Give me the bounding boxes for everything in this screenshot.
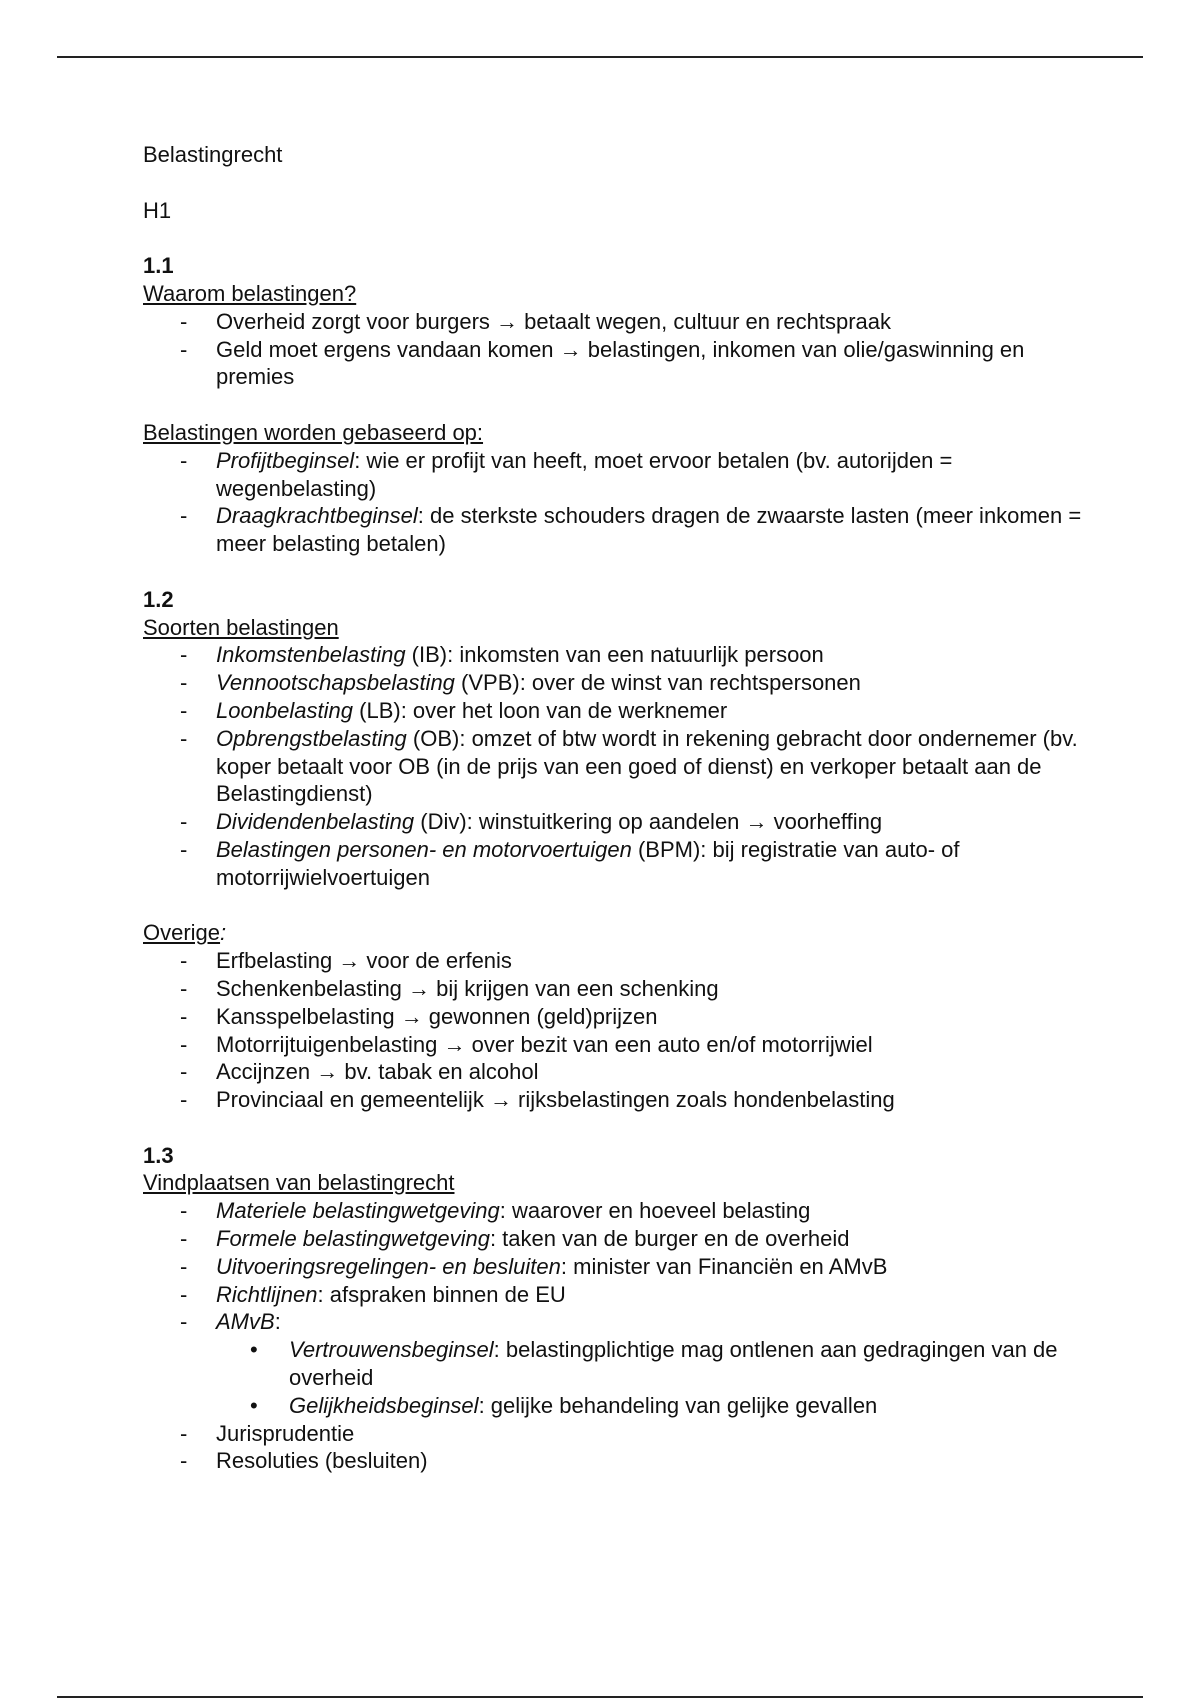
list-item-text: Kansspelbelasting (216, 1003, 401, 1029)
term: Draagkrachtbeginsel (216, 503, 418, 529)
document-title: Belastingrecht (143, 142, 283, 167)
list-item (143, 1058, 1083, 1086)
list-item (143, 308, 1083, 336)
arrow-icon: → (496, 308, 519, 334)
spacer (143, 391, 1083, 419)
section-heading-text: Waarom belastingen? (143, 280, 357, 306)
arrow-icon: → (338, 948, 361, 974)
dash-marker: - (180, 336, 188, 362)
sublist-item (216, 1336, 1083, 1392)
list-item (143, 947, 1083, 975)
section-heading-text: Soorten belastingen (143, 614, 339, 640)
dash-marker: - (180, 1087, 188, 1113)
dash-marker: - (180, 1003, 188, 1029)
definition: : waarover en hoeveel belasting (499, 1198, 811, 1224)
dash-marker: - (180, 1226, 188, 1252)
definition: (Div): winstuitkering op aandelen (414, 809, 746, 835)
list-item (143, 447, 1083, 503)
list-item-text: bv. tabak en alcohol (338, 1059, 539, 1085)
list-item (143, 1308, 1083, 1419)
term: Gelijkheidsbeginsel (289, 1392, 479, 1418)
footer-rule (57, 1696, 1143, 1698)
list-item-text: Resoluties (besluiten) (216, 1448, 428, 1474)
principles-heading-text: Belastingen worden gebaseerd op: (143, 419, 484, 445)
term: Dividendenbelasting (216, 809, 415, 835)
section-number-1-2: 1.2 (143, 586, 174, 612)
dash-marker: - (180, 308, 188, 334)
bullet-marker: • (250, 1392, 258, 1418)
list-item (143, 1447, 1083, 1475)
dash-marker: - (180, 725, 188, 751)
definition: (IB): inkomsten van een natuurlijk persoon (405, 642, 824, 668)
arrow-icon: → (316, 1059, 339, 1085)
list-item (143, 1086, 1083, 1114)
list-item-text: belastingen, inkomen van olie/gaswinning en premies (216, 336, 1025, 390)
header-rule (57, 56, 1143, 58)
dash-marker: - (180, 1253, 188, 1279)
definition: : afspraken binnen de EU (317, 1281, 566, 1307)
definition: : wie er profijt van heeft, moet ervoor betalen (bv. autorijden = wegenbelasting) (216, 447, 953, 501)
list-item (143, 502, 1083, 558)
list-item-text: Jurisprudentie (216, 1420, 355, 1446)
dash-marker: - (180, 1281, 188, 1307)
dash-marker: - (180, 975, 188, 1001)
list-item-text: betaalt wegen, cultuur en rechtspraak (518, 308, 892, 334)
bullet-marker: • (250, 1337, 258, 1363)
list-item-text: Erfbelasting (216, 948, 339, 974)
definition: : belastingplichtige mag ontlenen aan gedragingen van de overheid (289, 1337, 1058, 1391)
term: Uitvoeringsregelingen- en besluiten (216, 1253, 561, 1279)
definition: : de sterkste schouders dragen de zwaarste lasten (meer inkomen = meer belasting betalen) (216, 503, 1082, 557)
arrow-icon: → (408, 975, 431, 1001)
list-item (143, 669, 1083, 697)
dash-marker: - (180, 670, 188, 696)
dash-marker: - (180, 948, 188, 974)
list-item-text: Accijnzen (216, 1059, 317, 1085)
term: Vennootschapsbelasting (216, 670, 455, 696)
dash-marker: - (180, 1420, 188, 1446)
dash-marker: - (180, 642, 188, 668)
list-item (143, 1225, 1083, 1253)
list-item (143, 641, 1083, 669)
dash-marker: - (180, 1309, 188, 1335)
section-number-1-3: 1.3 (143, 1142, 174, 1168)
definition: : taken van de burger en de overheid (489, 1226, 850, 1252)
definition: : gelijke behandeling van gelijke gevallen (478, 1392, 878, 1418)
list-item-text: Schenkenbelasting (216, 975, 409, 1001)
list-item (143, 975, 1083, 1003)
tax-types-list (143, 641, 1083, 891)
term: Materiele belastingwetgeving (216, 1198, 500, 1224)
chapter-label: H1 (143, 197, 172, 223)
list-item (143, 1420, 1083, 1448)
list-item-text: Geld moet ergens vandaan komen (216, 336, 560, 362)
list-item-text: rijksbelastingen zoals hondenbelasting (511, 1087, 895, 1113)
list-item-text: Provinciaal en gemeentelijk (216, 1087, 490, 1113)
definition: : (274, 1309, 281, 1335)
term: Richtlijnen (216, 1281, 318, 1307)
section-heading-1-3 (143, 1169, 1083, 1197)
arrow-icon: → (745, 809, 768, 835)
arrow-icon: → (400, 1003, 423, 1029)
arrow-icon: → (443, 1031, 466, 1057)
document-body (143, 141, 1083, 1475)
list-item-text: voor de erfenis (360, 948, 512, 974)
list-item-text: Motorrijtuigenbelasting (216, 1031, 444, 1057)
dash-marker: - (180, 1198, 188, 1224)
definition: : minister van Financiën en AMvB (560, 1253, 888, 1279)
term: Inkomstenbelasting (216, 642, 406, 668)
list-item (143, 1281, 1083, 1309)
spacer (143, 169, 1083, 197)
section-heading-1-1 (143, 280, 1083, 308)
list-item-text: Overheid zorgt voor burgers (216, 308, 497, 334)
spacer (143, 892, 1083, 920)
list-item-text: gewonnen (geld)prijzen (422, 1003, 658, 1029)
dash-marker: - (180, 447, 188, 473)
list-item (143, 725, 1083, 808)
list-item-text: over bezit van een auto en/of motorrijwiel (465, 1031, 873, 1057)
other-heading-colon: : (220, 920, 227, 946)
term: AMvB (216, 1309, 275, 1335)
dash-marker: - (180, 1031, 188, 1057)
term: Profijtbeginsel (216, 447, 355, 473)
list-item (143, 1003, 1083, 1031)
other-taxes-list (143, 947, 1083, 1114)
list-item (143, 1197, 1083, 1225)
term: Vertrouwensbeginsel (289, 1337, 494, 1363)
definition: voorheffing (767, 809, 883, 835)
section-heading-text: Vindplaatsen van belastingrecht (143, 1170, 455, 1196)
dash-marker: - (180, 503, 188, 529)
arrow-icon: → (559, 336, 582, 362)
dash-marker: - (180, 1448, 188, 1474)
list-item (143, 1253, 1083, 1281)
why-taxes-list (143, 308, 1083, 391)
dash-marker: - (180, 1059, 188, 1085)
principles-list (143, 447, 1083, 558)
term: Opbrengstbelasting (216, 725, 407, 751)
other-heading (143, 919, 1083, 947)
list-item (143, 836, 1083, 892)
dash-marker: - (180, 836, 188, 862)
definition: (BPM): bij registratie van auto- of motorrijwielvoertuigen (216, 836, 960, 890)
section-number-1-1: 1.1 (143, 253, 174, 279)
term: Formele belastingwetgeving (216, 1226, 490, 1252)
spacer (143, 1114, 1083, 1142)
list-item-text: bij krijgen van een schenking (430, 975, 719, 1001)
list-item (143, 808, 1083, 836)
list-item (143, 336, 1083, 392)
spacer (143, 558, 1083, 586)
principles-heading (143, 419, 1083, 447)
list-item (143, 1031, 1083, 1059)
spacer (143, 224, 1083, 252)
term: Belastingen personen- en motorvoertuigen (216, 836, 632, 862)
other-heading-text: Overige (143, 920, 221, 946)
dash-marker: - (180, 697, 188, 723)
amvb-sublist (216, 1336, 1083, 1419)
list-item (143, 697, 1083, 725)
dash-marker: - (180, 809, 188, 835)
sublist-item (216, 1392, 1083, 1420)
sources-list (143, 1197, 1083, 1475)
term: Loonbelasting (216, 697, 354, 723)
definition: (LB): over het loon van de werknemer (353, 697, 728, 723)
arrow-icon: → (489, 1087, 512, 1113)
section-heading-1-2 (143, 614, 1083, 642)
definition: (VPB): over de winst van rechtspersonen (454, 670, 861, 696)
definition: (OB): omzet of btw wordt in rekening gebracht door ondernemer (bv. koper betaalt voor OB (in de prijs van een goed of dienst) en verkoper betaalt aan de Belastingdienst) (216, 725, 1078, 807)
